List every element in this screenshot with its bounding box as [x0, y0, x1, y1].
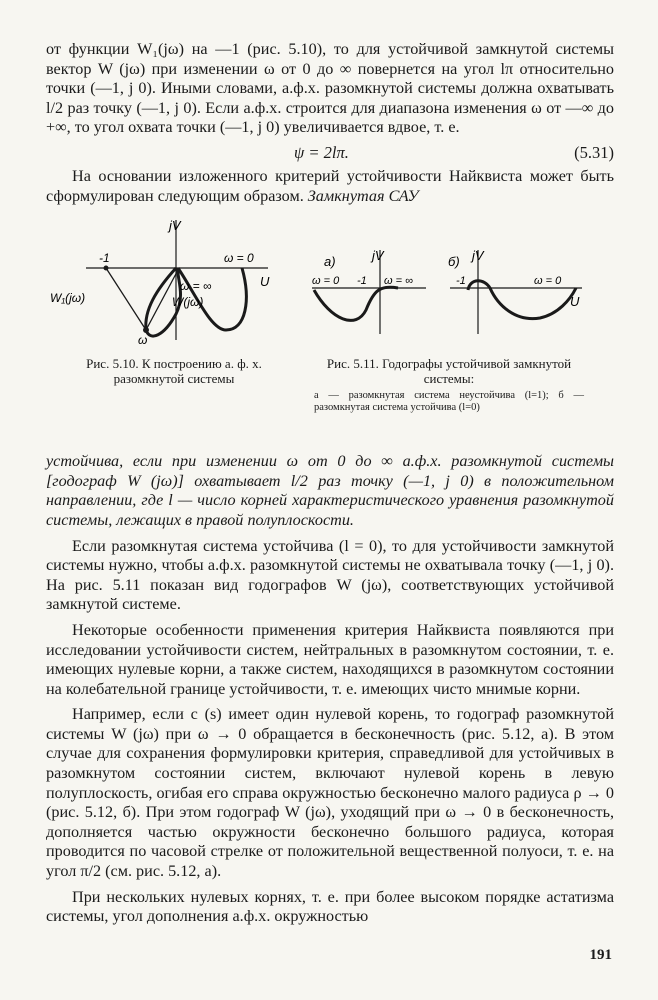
- page-content: [46, 40, 614, 927]
- fig511a-curve: [314, 287, 398, 320]
- fig510-label-jv: jV: [169, 218, 181, 234]
- fig510-label-omega-zero: ω = 0: [224, 251, 254, 266]
- fig511b-label-minus-one: -1: [456, 275, 466, 288]
- equation: ψ = 2lπ.: [294, 142, 349, 162]
- paragraph-4: Если разомкнутая система устойчива (l = 0), то для устойчивости замкнутой системы нужно, чтобы а.ф.х. разомкнутой системы не охватывала точку (—1, j 0). На рис. 5.11 показан вид годографов W (jω), соответствующих устойчивой замкнутой системе.: [46, 536, 614, 614]
- fig510-label-omega: ω: [138, 333, 148, 348]
- fig511b-label-omega-zero: ω = 0: [534, 275, 562, 288]
- fig511-caption-block: [314, 356, 584, 414]
- fig511-caption: Рис. 5.11. Годографы устойчивой замкнутой системы:: [326, 356, 572, 387]
- paragraph-2-text: На основании изложенного критерий устойчивости Найквиста может быть сформулирован следующим образом.: [46, 166, 614, 205]
- paragraph-6: Например, если c (s) имеет один нулевой корень, то годограф разомкнутой системы W (jω) при ω → 0 обращается в бесконечность (рис. 5.12, a). В этом случае для сохранения формулировки критерия, справедливой для устойчивых в разомкнутом состоянии систем, включают нулевой корень в левую полуплоскость, огибая его справа окружностью бесконечно малого радиуса ρ → 0 (рис. 5.12, б). При этом годограф W (jω), уходящий при ω → 0 в бесконечность, дополняется частью окружности бесконечно большого радиуса, которая проводится по часовой стрелке от положительной вещественной полуоси, т. е. на угол π/2 (см. рис. 5.12, a).: [46, 705, 614, 881]
- figure-5-11-b: [450, 250, 582, 334]
- fig510-label-w: W(jω): [172, 295, 204, 310]
- fig510-minus-one-point: [104, 266, 108, 270]
- fig510-vector: [106, 268, 146, 330]
- fig511-note: а — разомкнутая система неустойчива (l=1); б — разомкнутая система устойчива (l=0): [314, 390, 584, 414]
- fig511a-label-a: а): [324, 254, 336, 270]
- fig511b-label-u: U: [570, 294, 580, 310]
- paragraph-2-italic: Замкнутая САУ: [307, 186, 419, 205]
- fig510-label-u: U: [260, 274, 270, 290]
- fig510-label-w1: W₁(jω): [50, 291, 86, 306]
- fig510-omega-point: [144, 328, 149, 333]
- paragraph-7: При нескольких нулевых корнях, т. е. при более высоком порядке астатизма системы, угол дополнения а.ф.х. окружностью: [46, 887, 614, 926]
- fig511a-label-jv: jV: [372, 248, 384, 264]
- figures-block: [46, 210, 614, 452]
- fig511a-label-minus-one: -1: [357, 275, 367, 288]
- equation-number: (5.31): [574, 142, 614, 162]
- paragraph-1: от функции W₁(jω) на —1 (рис. 5.10), то для устойчивой замкнутой системы вектор W (jω) при изменении ω от 0 до ∞ повернется на угол lπ относительно точки (—1, j 0). Иными словами, а.ф.х. разомкнутой системы должна охватывать l/2 раз точку (—1, j 0). Если а.ф.х. строится для диапазона изменения ω от —∞ до +∞, то угол охвата точки (—1, j 0) увеличивается вдвое, т. е.: [46, 40, 614, 137]
- fig511b-label-jv: jV: [472, 248, 484, 264]
- fig510-label-minus-one: -1: [99, 251, 110, 266]
- fig511b-label-b: б): [448, 254, 460, 270]
- paragraph-3: устойчива, если при изменении ω от 0 до ∞ а.ф.х. разомкнутой системы [годограф W (jω)] охватывает l/2 раз точку (—1, j 0) в положительном направлении, где l — число корней характеристического уравнения разомкнутой системы, лежащих в правой полуплоскости.: [46, 452, 614, 529]
- fig510-label-omega-inf: ω = ∞: [180, 279, 212, 294]
- figures-svg: [46, 210, 614, 452]
- page-number: 191: [589, 947, 612, 963]
- paragraph-2: [46, 167, 614, 206]
- figure-5-10: [86, 220, 268, 340]
- paragraph-5: Некоторые особенности применения критерия Найквиста появляются при исследовании устойчивости систем, нейтральных в разомкнутом состоянии, т. е. имеющих нулевые корни, а также систем, находящихся в разомкнутом состоянии на колебательной границе устойчивости, т. е. имеющих чисто мнимые корни.: [46, 620, 614, 698]
- fig511a-label-omega-inf: ω = ∞: [384, 275, 413, 288]
- fig511a-label-omega-zero: ω = 0: [312, 275, 340, 288]
- equation-row: [46, 143, 614, 163]
- fig510-caption: Рис. 5.10. К построению а. ф. х. разомкнутой системы: [86, 356, 262, 387]
